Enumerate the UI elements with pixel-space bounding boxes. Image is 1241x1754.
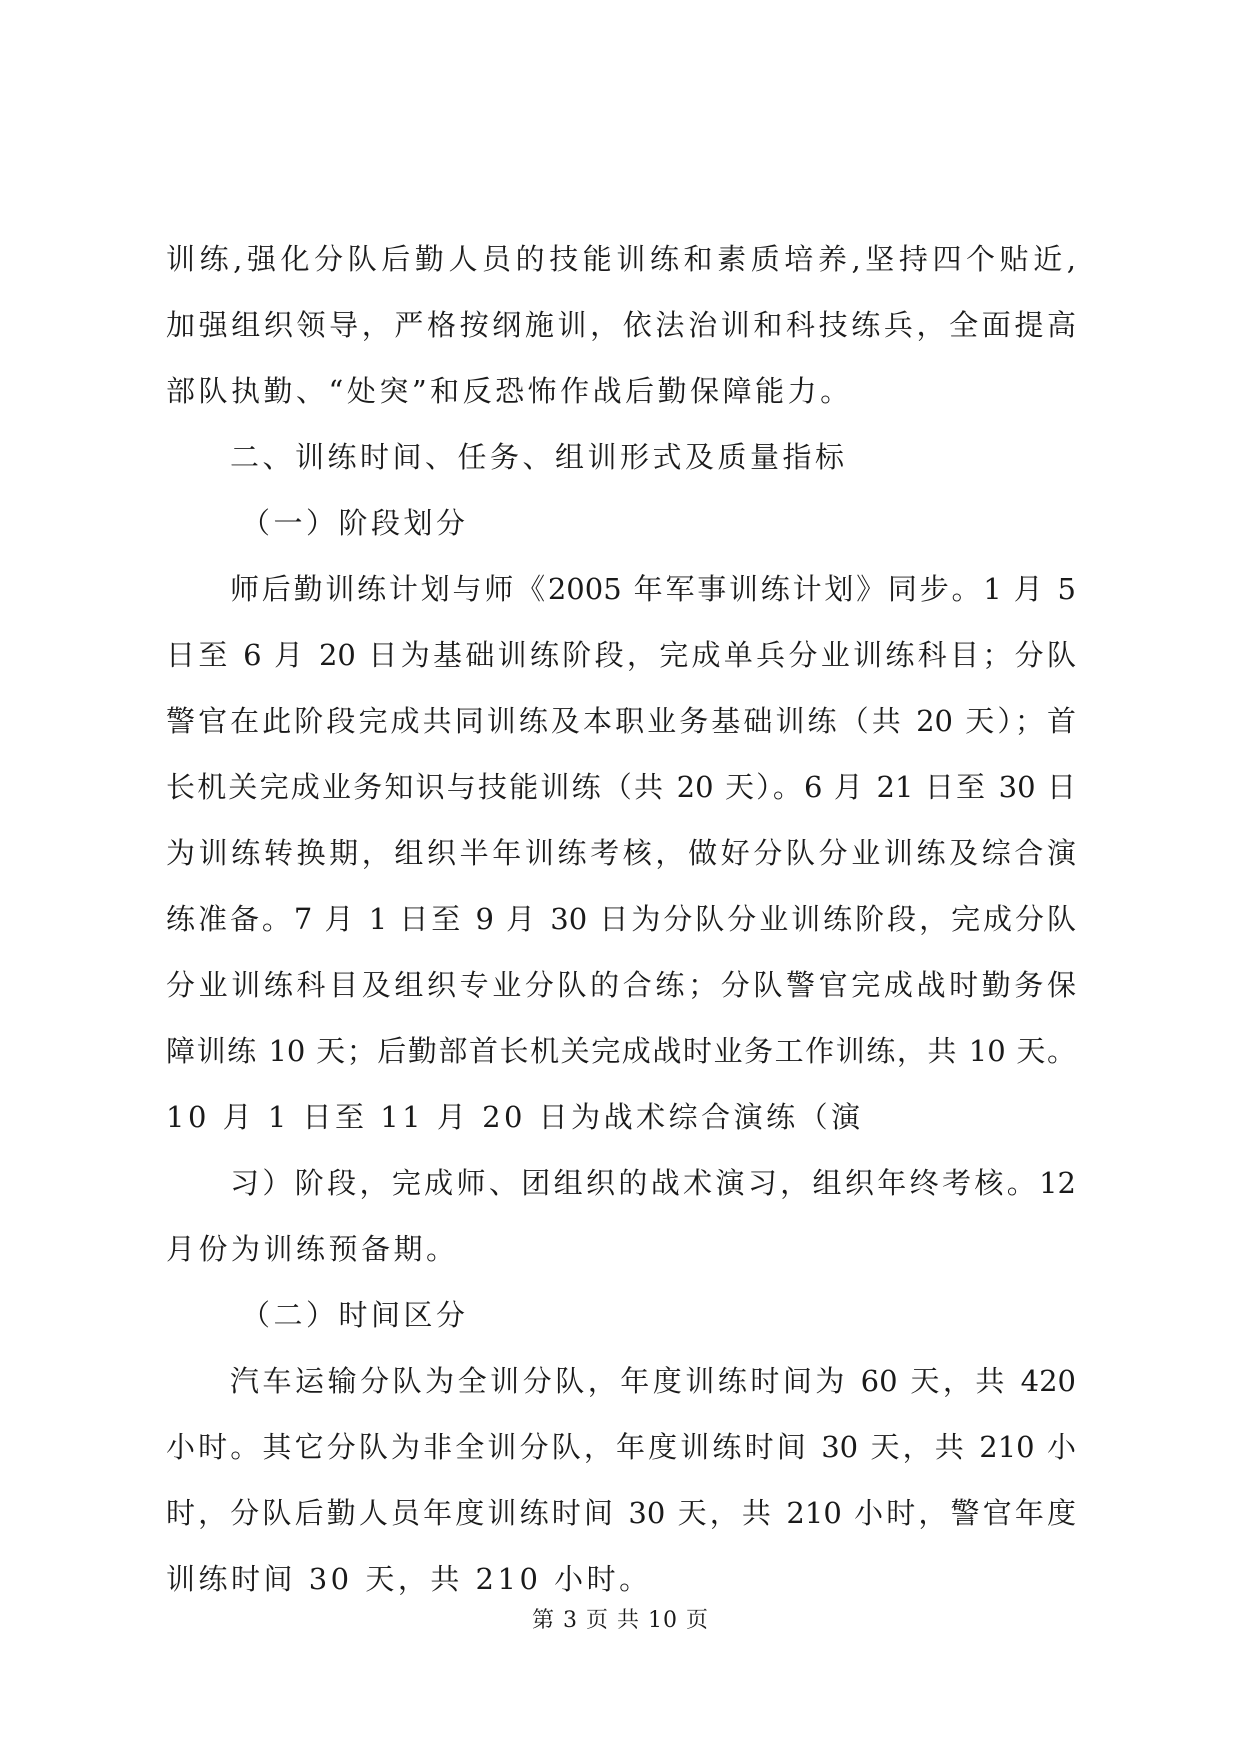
- body-line: 警官在此阶段完成共同训练及本职业务基础训练（共 20 天）；首: [166, 704, 1076, 738]
- page-indicator: 第 3 页 共 10 页: [532, 1608, 709, 1633]
- body-line: 障训练 10 天；后勤部首长机关完成战时业务工作训练，共 10 天。: [166, 1034, 1076, 1068]
- body-line: 师后勤训练计划与师《2005 年军事训练计划》同步。1 月 5: [230, 572, 1076, 606]
- body-line: 小时。其它分队为非全训分队，年度训练时间 30 天，共 210 小: [166, 1430, 1076, 1464]
- page-footer: [0, 1606, 1241, 1636]
- section-heading: 二、训练时间、任务、组训形式及质量指标: [230, 440, 848, 474]
- body-line: 长机关完成业务知识与技能训练（共 20 天）。6 月 21 日至 30 日: [166, 770, 1076, 804]
- body-line: 月份为训练预备期。: [166, 1232, 459, 1266]
- body-line: 练准备。7 月 1 日至 9 月 30 日为分队分业训练阶段，完成分队: [166, 902, 1076, 936]
- body-line: 训练,强化分队后勤人员的技能训练和素质培养,坚持四个贴近,: [166, 242, 1076, 276]
- subsection-heading: （一）阶段划分: [241, 506, 469, 540]
- body-line: 汽车运输分队为全训分队，年度训练时间为 60 天，共 420: [230, 1364, 1076, 1398]
- body-line: 部队执勤、“处突”和反恐怖作战后勤保障能力。: [166, 374, 853, 408]
- body-line: 时，分队后勤人员年度训练时间 30 天，共 210 小时，警官年度: [166, 1496, 1076, 1530]
- body-line: 分业训练科目及组织专业分队的合练；分队警官完成战时勤务保: [166, 968, 1076, 1002]
- body-line: 日至 6 月 20 日为基础训练阶段，完成单兵分业训练科目；分队: [166, 638, 1076, 672]
- body-line: 10 月 1 日至 11 月 20 日为战术综合演练（演: [166, 1100, 864, 1134]
- body-line: 为训练转换期，组织半年训练考核，做好分队分业训练及综合演: [166, 836, 1076, 870]
- document-body: [166, 226, 1076, 1612]
- body-line: 训练时间 30 天，共 210 小时。: [166, 1562, 652, 1596]
- body-line: 习）阶段，完成师、团组织的战术演习，组织年终考核。12: [230, 1166, 1076, 1200]
- subsection-heading: （二）时间区分: [241, 1298, 469, 1332]
- body-line: 加强组织领导，严格按纲施训，依法治训和科技练兵，全面提高: [166, 308, 1076, 342]
